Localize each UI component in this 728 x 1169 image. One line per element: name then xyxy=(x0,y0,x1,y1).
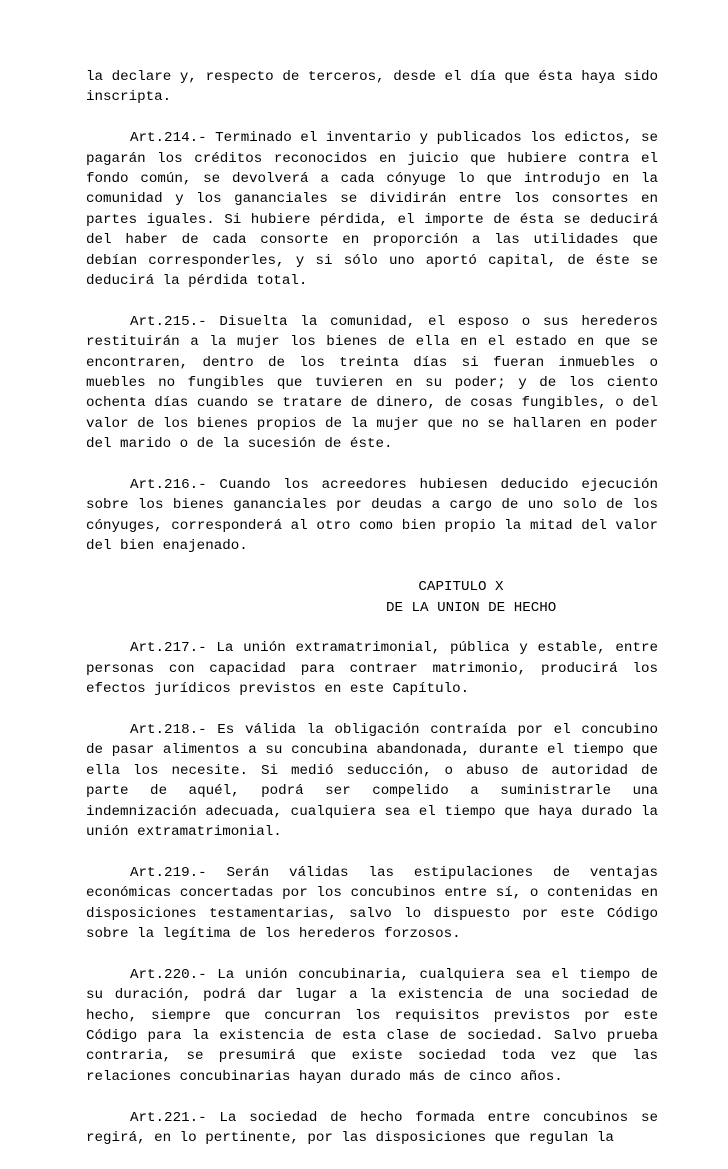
chapter-title: DE LA UNION DE HECHO xyxy=(386,599,557,616)
document-page xyxy=(86,67,658,1169)
article-214: Art.214.- Terminado el inventario y publicados los edictos, se pagarán los créditos reconocidos en juicio que hubiere contra el fondo común, se devolverá a cada cónyuge lo que introdujo en la comunidad y los gananciales se dividirán entre los consortes en partes iguales. Si hubiere pérdida, el importe de ésta se deducirá del haber de cada consorte en proporción a las utilidades que debían corresponderles, y si sólo uno aportó capital, de éste se deducirá la pérdida total. xyxy=(86,130,658,290)
article-221: Art.221.- La sociedad de hecho formada entre concubinos se regirá, en lo pertinente, por las disposiciones que regulan la xyxy=(86,1109,658,1146)
article-216: Art.216.- Cuando los acreedores hubiesen deducido ejecución sobre los bienes gananciales por deudas a cargo de uno solo de los cónyuges, corresponderá al otro como bien propio la mitad del valor del bien enajenado. xyxy=(86,477,658,555)
chapter-heading xyxy=(86,577,557,618)
chapter-number: CAPITULO X xyxy=(418,579,504,596)
paragraph-continuation: la declare y, respecto de terceros, desde el día que ésta haya sido inscripta. xyxy=(86,69,658,106)
article-215: Art.215.- Disuelta la comunidad, el esposo o sus herederos restituirán a la mujer los bienes de ella en el estado en que se encontraren, dentro de los treinta días si fueran inmuebles o muebles no fungibles que tuvieren en su poder; y de los ciento ochenta días cuando se tratare de dinero, de cosas fungibles, o del valor de los bienes propios de la mujer que no se hallaren en poder del marido o de la sucesión de éste. xyxy=(86,313,658,453)
article-217: Art.217.- La unión extramatrimonial, pública y estable, entre personas con capacidad para contraer matrimonio, producirá los efectos jurídicos previstos en este Capítulo. xyxy=(86,640,658,698)
article-219: Art.219.- Serán válidas las estipulaciones de ventajas económicas concertadas por los concubinos entre sí, o contenidas en disposiciones testamentarias, salvo lo dispuesto por este Código sobre la legítima de los herederos forzosos. xyxy=(86,864,658,942)
article-220: Art.220.- La unión concubinaria, cualquiera sea el tiempo de su duración, podrá dar lugar a la existencia de una sociedad de hecho, siempre que concurran los requisitos previstos por este Código para la existencia de esta clase de sociedad. Salvo prueba contraria, se presumirá que existe sociedad toda vez que las relaciones concubinarias hayan durado más de cinco años. xyxy=(86,966,658,1085)
article-218: Art.218.- Es válida la obligación contraída por el concubino de pasar alimentos a su concubina abandonada, durante el tiempo que ella los necesite. Si medió seducción, o abuso de autoridad de parte de aquél, podrá ser compelido a suministrarle una indemnización adecuada, cualquiera sea el tiempo que haya durado la unión extramatrimonial. xyxy=(86,721,658,840)
